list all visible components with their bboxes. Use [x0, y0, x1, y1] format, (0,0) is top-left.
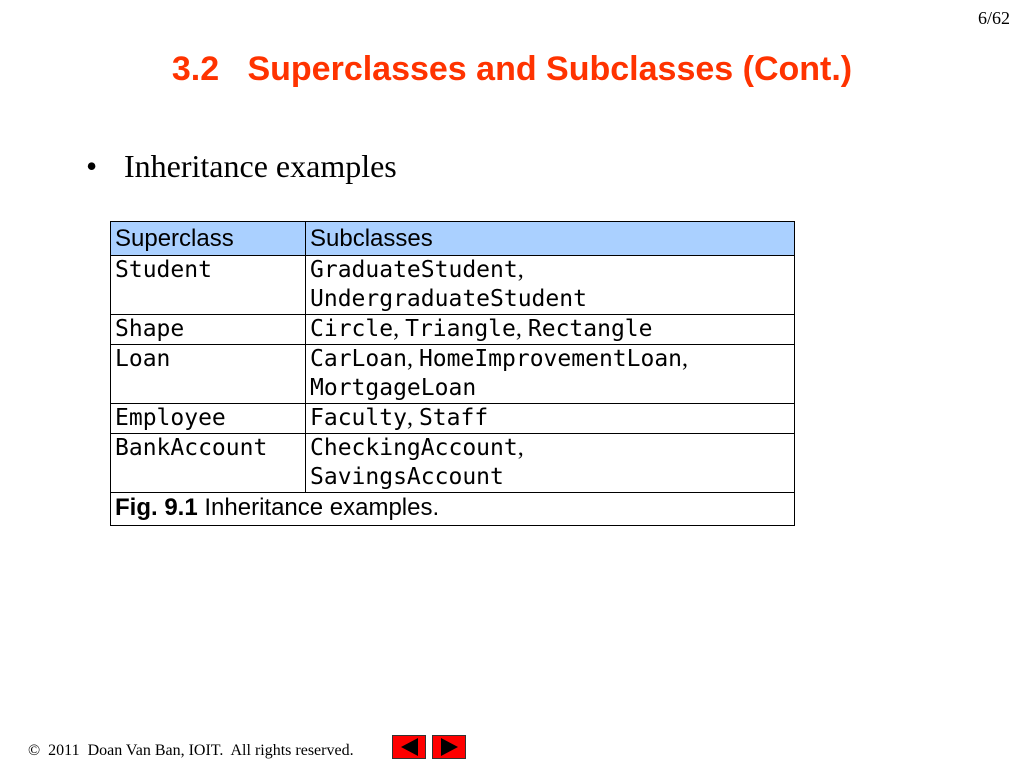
subclass-name: GraduateStudent	[310, 257, 518, 283]
bullet-text: Inheritance examples	[124, 148, 397, 184]
subclass-name: CheckingAccount	[310, 435, 518, 461]
previous-slide-button[interactable]	[392, 735, 426, 759]
table-caption	[111, 493, 795, 526]
superclass-cell: Student	[111, 256, 306, 315]
slide-nav	[392, 735, 466, 759]
slide-title: 3.2 Superclasses and Subclasses (Cont.)	[171, 50, 853, 88]
superclass-cell: Loan	[111, 345, 306, 404]
subclass-name: HomeImprovementLoan	[418, 346, 683, 372]
table-row	[111, 315, 795, 345]
inheritance-table	[110, 221, 795, 526]
triangle-right-icon	[441, 738, 458, 756]
triangle-left-icon	[401, 738, 418, 756]
header-superclass: Superclass	[111, 222, 306, 256]
table-row	[111, 256, 795, 315]
superclass-cell: BankAccount	[111, 434, 306, 493]
subclass-name: Triangle	[405, 316, 516, 342]
superclass-cell: Shape	[111, 315, 306, 345]
subclasses-cell: Faculty, Staff	[306, 404, 795, 434]
bullet-item	[86, 148, 397, 185]
table-header-row	[111, 222, 795, 256]
subclass-name: Faculty	[310, 405, 407, 431]
subclass-name: CarLoan	[310, 346, 407, 372]
subclass-name: Staff	[418, 405, 489, 431]
copyright-footer: © 2011 Doan Van Ban, IOIT. All rights reserved.	[28, 742, 354, 759]
subclasses-cell: CheckingAccount, SavingsAccount	[306, 434, 795, 493]
bullet-icon: •	[86, 148, 98, 184]
subclass-name: UndergraduateStudent	[310, 286, 587, 312]
superclass-cell: Employee	[111, 404, 306, 434]
subclass-name: Circle	[310, 316, 394, 342]
caption-figure-label: Fig. 9.1	[115, 494, 198, 521]
header-subclasses: Subclasses	[306, 222, 795, 256]
caption-text: Inheritance examples.	[204, 494, 440, 521]
subclass-name: SavingsAccount	[310, 464, 504, 490]
table-row	[111, 404, 795, 434]
table-row	[111, 345, 795, 404]
subclasses-cell: Circle, Triangle, Rectangle	[306, 315, 795, 345]
subclass-name: MortgageLoan	[310, 375, 477, 401]
table-caption-row	[111, 493, 795, 526]
subclasses-cell: GraduateStudent, UndergraduateStudent	[306, 256, 795, 315]
subclass-name: Rectangle	[527, 316, 653, 342]
next-slide-button[interactable]	[432, 735, 466, 759]
table-row	[111, 434, 795, 493]
page-number: 6/62	[977, 8, 1010, 28]
subclasses-cell: CarLoan, HomeImprovementLoan, MortgageLoan	[306, 345, 795, 404]
